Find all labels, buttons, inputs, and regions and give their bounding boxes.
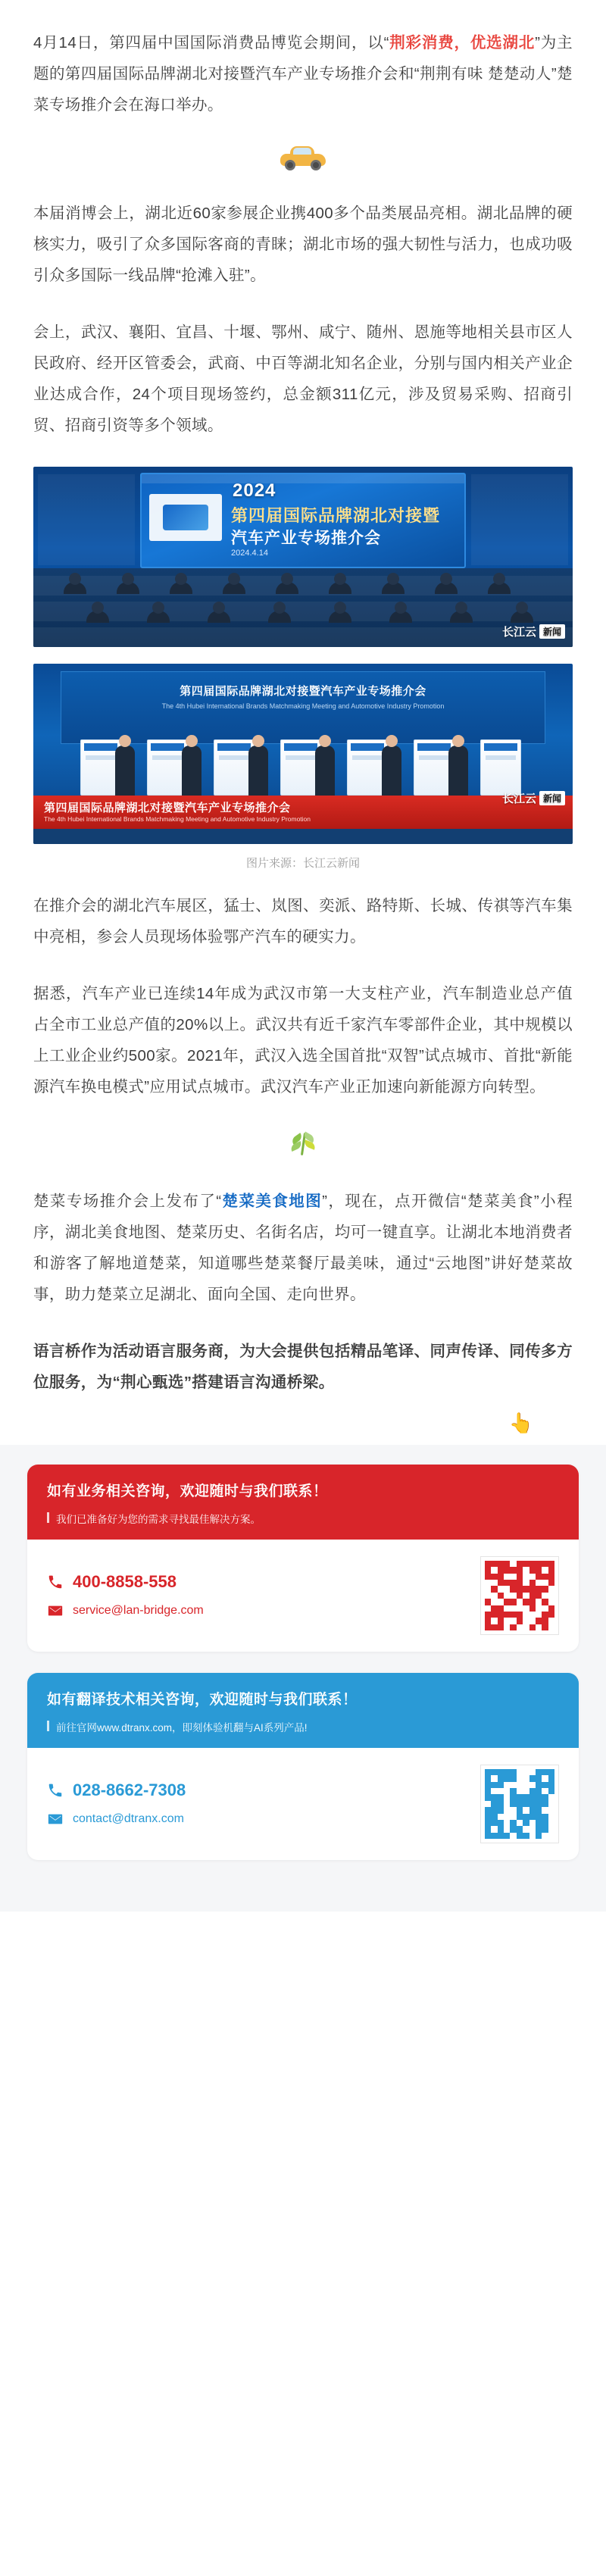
- paragraph-6: [33, 1186, 573, 1310]
- paragraph-4: 在推介会的湖北汽车展区，猛士、岚图、奕派、路特斯、长城、传祺等汽车集中亮相，参会人员现场体验鄂产汽车的硬实力。: [33, 897, 573, 946]
- para6-highlight-blue: 楚菜美食地图: [221, 1193, 323, 1210]
- display-stand: [480, 739, 521, 796]
- card-subtitle: 我们已准备好为您的需求寻找最佳解决方案。: [47, 1511, 559, 1526]
- card-head-business: [27, 1465, 579, 1540]
- ceremony-attendee: [182, 746, 201, 796]
- photo-signing-ceremony: [33, 664, 573, 844]
- card-title: 如有翻译技术相关咨询，欢迎随时与我们联系！: [47, 1692, 358, 1708]
- watermark-text: 长江云: [501, 792, 536, 805]
- car-icon: [280, 146, 326, 170]
- para1-part2: ”为主题的第四届国际品牌湖北对接暨汽车产业专场推介会和“荆荆有味 楚楚动人”楚菜专场推介会在海口举办。: [33, 34, 573, 114]
- ceremony-attendee: [315, 746, 335, 796]
- ceremony-attendee: [115, 746, 135, 796]
- ceremony-strip-subtitle: The 4th Hubei International Brands Matchmaking Meeting and Automotive Industry Promotion: [44, 815, 311, 823]
- card-head-translation: [27, 1673, 579, 1748]
- ceremony-strip-title: 第四届国际品牌湖北对接暨汽车产业专场推介会: [44, 802, 291, 814]
- email-address: service@lan-bridge.com: [73, 1604, 204, 1617]
- paragraph-3: 会上，武汉、襄阳、宜昌、十堰、鄂州、咸宁、随州、恩施等地相关县市区人民政府、经开区管委会，武商、中百等湖北知名企业，分别与国内相关产业企业达成合作，24个项目现场签约，总金额311亿元，涉及贸易采购、招商引贸、招商引资等多个领域。: [33, 324, 573, 434]
- contact-lines: [47, 1780, 186, 1827]
- card-body-business: [27, 1540, 579, 1652]
- para6-part2: ”，现在，点开微信“楚菜美食”小程序，湖北美食地图、楚菜历史、名街名店，均可一键直享。让湖北本地消费者和游客了解地道楚菜，知道哪些楚菜餐厅最美味，通过“云地图”讲好楚菜故事，助力楚菜立足湖北、面向全国、走向世界。: [33, 1193, 573, 1303]
- contact-lines: [47, 1572, 204, 1619]
- ceremony-floor: [33, 829, 573, 844]
- photo-credit: 图片来源：长江云新闻: [245, 857, 360, 870]
- phone-number: 028-8662-7308: [73, 1780, 186, 1799]
- stage-screen-line1: 第四届国际品牌湖北对接暨: [231, 506, 441, 525]
- figure-signing-ceremony: [33, 664, 573, 871]
- stage-screen-date: 2024.4.14: [231, 549, 268, 558]
- wheat-icon: [288, 1128, 318, 1158]
- paragraph-2: 本届消博会上，湖北近60家参展企业携400多个品类展品亮相。湖北品牌的硬核实力，吸引了众多国际客商的青睐；湖北市场的强大韧性与活力，也成功吸引众多国际一线品牌“抢滩入驻”。: [33, 205, 573, 284]
- para1-highlight-red: 荆彩消费，优选湖北: [389, 34, 536, 52]
- hand-emoji-row: [33, 1411, 573, 1437]
- stage-audience: [33, 568, 573, 647]
- stage-screen-logo: [149, 494, 222, 541]
- photo-conference-stage: [33, 467, 573, 647]
- phone-number: 400-8858-558: [73, 1572, 177, 1591]
- plant-emoji-row: [33, 1128, 573, 1163]
- card-body-translation: [27, 1748, 579, 1860]
- watermark-tag: 新闻: [539, 624, 565, 639]
- ceremony-attendee: [448, 746, 468, 796]
- phone-icon: [47, 1782, 64, 1799]
- card-subtitle: 前往官网www.dtranx.com，即刻体验机翻与AI系列产品!: [47, 1719, 559, 1734]
- ceremony-attendee: [382, 746, 401, 796]
- ceremony-banner-title: 第四届国际品牌湖北对接暨汽车产业专场推介会: [180, 685, 426, 698]
- stage-left-panel: [38, 474, 135, 565]
- watermark-changjiangyun: [502, 624, 565, 639]
- qr-code-business[interactable]: [480, 1556, 559, 1635]
- watermark-text: 长江云: [501, 626, 536, 639]
- mail-icon: [47, 1811, 64, 1827]
- contact-cards: [0, 1445, 606, 1912]
- pointing-hand-icon: 👆: [508, 1411, 533, 1434]
- mail-icon: [47, 1602, 64, 1619]
- phone-line[interactable]: [47, 1780, 186, 1800]
- business-consulting-card: [27, 1465, 579, 1652]
- stage-screen-year: 2024: [233, 480, 276, 501]
- para1-part1: 4月14日，第四届中国国际消费品博览会期间，以“: [33, 34, 389, 52]
- ceremony-banner: [61, 671, 545, 744]
- email-line[interactable]: [47, 1602, 204, 1619]
- email-line[interactable]: [47, 1811, 186, 1827]
- translation-tech-card: [27, 1673, 579, 1860]
- car-emoji-row: [33, 146, 573, 175]
- email-address: contact@dtranx.com: [73, 1812, 184, 1825]
- watermark-changjiangyun: [502, 790, 565, 806]
- ceremony-attendee: [248, 746, 268, 796]
- watermark-tag: 新闻: [539, 791, 565, 805]
- figure-conference-stage: [33, 467, 573, 647]
- phone-line[interactable]: [47, 1572, 204, 1592]
- stage-right-panel: [471, 474, 568, 565]
- stage-screen-line2: 汽车产业专场推介会: [231, 530, 381, 547]
- stage-screen: [140, 473, 466, 568]
- paragraph-5: 据悉，汽车产业已连续14年成为武汉市第一大支柱产业，汽车制造业总产值占全市工业总产值的20%以上。武汉共有近千家汽车零部件企业，其中规模以上工业企业约500家。2021年，武汉入选全国首批“双智”试点城市、首批“新能源汽车换电模式”应用试点城市。武汉汽车产业正加速向新能源方向转型。: [33, 985, 573, 1096]
- card-title: 如有业务相关咨询，欢迎随时与我们联系！: [47, 1483, 328, 1499]
- para6-part1: 楚菜专场推介会上发布了“: [33, 1193, 222, 1210]
- paragraph-7-service-note: 语言桥作为活动语言服务商，为大会提供包括精品笔译、同声传译、同传多方位服务，为“荆心甄选”搭建语言沟通桥梁。: [33, 1343, 573, 1391]
- qr-code-translation[interactable]: [480, 1765, 559, 1843]
- phone-icon: [47, 1574, 64, 1590]
- ceremony-banner-subtitle: The 4th Hubei International Brands Matchmaking Meeting and Automotive Industry Promotion: [161, 702, 445, 710]
- ceremony-red-strip: [33, 796, 573, 829]
- paragraph-1: [33, 27, 573, 120]
